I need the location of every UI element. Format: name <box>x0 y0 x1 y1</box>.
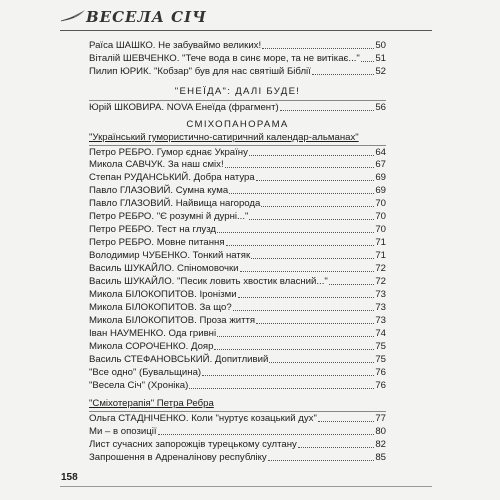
entry-title: Ми – в опозиції <box>89 426 157 437</box>
entry-page: 51 <box>375 53 386 64</box>
entry-page: 76 <box>375 367 386 378</box>
entry-page: 85 <box>375 452 386 463</box>
entry-page: 75 <box>375 354 386 365</box>
toc-entry[interactable] <box>89 158 386 171</box>
page-header <box>60 6 432 32</box>
entry-title: Петро РЕБРО. Тест на глузд <box>89 224 216 235</box>
leader-dots <box>225 167 375 168</box>
toc-entry[interactable] <box>89 425 386 438</box>
toc-entry[interactable] <box>89 249 386 262</box>
running-title: ВЕСЕЛА СІЧ <box>86 8 207 26</box>
entry-page: 80 <box>375 426 386 437</box>
toc-entry[interactable] <box>89 52 386 65</box>
entry-page: 71 <box>375 250 386 261</box>
entry-title: Раїса ШАШКО. Не забуваймо великих! <box>89 40 262 51</box>
leader-dots <box>233 310 375 311</box>
leader-dots <box>202 375 374 376</box>
toc-entry[interactable] <box>89 101 386 114</box>
leader-dots <box>280 110 375 111</box>
entry-title: Віталій ШЕВЧЕНКО. "Тече вода в синє море, та не витікає..." <box>89 53 360 64</box>
entry-title: Лист сучасних запорожців турецькому султану <box>89 439 297 450</box>
entry-page: 52 <box>375 66 386 77</box>
leader-dots <box>262 48 374 49</box>
entry-page: 73 <box>375 289 386 300</box>
entry-page: 50 <box>375 40 386 51</box>
toc-entry[interactable] <box>89 39 386 52</box>
leader-dots <box>229 193 374 194</box>
entry-page: 72 <box>375 276 386 287</box>
entry-title: "Весела Січ" (Хроніка) <box>89 380 189 391</box>
leader-dots <box>261 206 374 207</box>
toc-entry[interactable] <box>89 353 386 366</box>
entry-page: 74 <box>375 328 386 339</box>
entry-title: Петро РЕБРО. Гумор єднає Україну <box>89 147 248 158</box>
entry-title: Володимир ЧУБЕНКО. Тонкий натяк <box>89 250 251 261</box>
leader-dots <box>318 421 374 422</box>
entry-page: 72 <box>375 263 386 274</box>
entry-title: Микола БІЛОКОПИТОВ. За що? <box>89 302 232 313</box>
toc-entry[interactable] <box>89 65 386 78</box>
entry-page: 70 <box>375 224 386 235</box>
leader-dots <box>217 336 374 337</box>
entry-page: 70 <box>375 198 386 209</box>
leader-dots <box>249 219 374 220</box>
entry-page: 82 <box>375 439 386 450</box>
toc-entry[interactable] <box>89 262 386 275</box>
entry-page: 64 <box>375 147 386 158</box>
entry-title: Іван НАУМЕНКО. Ода гривні <box>89 328 217 339</box>
entry-title: Микола БІЛОКОПИТОВ. Проза життя <box>89 315 256 326</box>
toc-entry[interactable] <box>89 366 386 379</box>
entry-page: 70 <box>375 211 386 222</box>
entry-title: Степан РУДАНСЬКИЙ. Добра натура <box>89 172 255 183</box>
toc-entry[interactable] <box>89 236 386 249</box>
quill-icon <box>60 9 86 23</box>
entry-title: Юрій ШКОВИРА. NOVA Енеїда (фрагмент) <box>89 102 279 113</box>
leader-dots <box>256 323 374 324</box>
toc-entry[interactable] <box>89 210 386 223</box>
subsection-calendar: "Український гумористично-сатиричний календар-альманах" <box>89 132 359 143</box>
entry-title: Василь СТЕФАНОВСЬКИЙ. Допитливий <box>89 354 269 365</box>
toc-entry[interactable] <box>89 197 386 210</box>
leader-dots <box>298 447 374 448</box>
entry-title: Василь ШУКАЙЛО. "Песик ловить хвостик власний..." <box>89 276 328 287</box>
entry-title: Петро РЕБРО. Мовне питання <box>89 237 225 248</box>
leader-dots <box>256 180 375 181</box>
toc-entry[interactable] <box>89 412 386 425</box>
toc-entry[interactable] <box>89 223 386 236</box>
leader-dots <box>268 460 375 461</box>
entry-page: 73 <box>375 315 386 326</box>
entry-title: Микола СОРОЧЕНКО. Дояр <box>89 341 214 352</box>
leader-dots <box>329 284 375 285</box>
toc-entry[interactable] <box>89 301 386 314</box>
entry-title: Петро РЕБРО. "Є розумні й дурні..." <box>89 211 249 222</box>
entry-title: Павло ГЛАЗОВИЙ. Сумна кума <box>89 185 229 196</box>
leader-dots <box>251 258 374 259</box>
entry-page: 75 <box>375 341 386 352</box>
leader-dots <box>158 434 375 435</box>
entry-page: 56 <box>375 102 386 113</box>
entry-page: 69 <box>375 185 386 196</box>
entry-page: 76 <box>375 380 386 391</box>
leader-dots <box>240 271 375 272</box>
section-heading-panorama: СМІХОПАНОРАМА <box>186 119 289 130</box>
entry-page: 67 <box>375 159 386 170</box>
leader-dots <box>189 388 374 389</box>
toc-entry[interactable] <box>89 184 386 197</box>
toc-entry[interactable] <box>89 171 386 184</box>
entry-page: 69 <box>375 172 386 183</box>
entry-title: Пилип ЮРИК. "Кобзар" був для нас святішй Біблії <box>89 66 311 77</box>
entry-title: Ольга СТАДНІЧЕНКО. Коли "нуртує козацький дух" <box>89 413 317 424</box>
toc-entry[interactable] <box>89 451 386 464</box>
entry-title: Запрошення в Адреналінову республіку <box>89 452 267 463</box>
entry-page: 73 <box>375 302 386 313</box>
toc-entry[interactable] <box>89 340 386 353</box>
toc-entry[interactable] <box>89 314 386 327</box>
entry-page: 71 <box>375 237 386 248</box>
entry-title: Павло ГЛАЗОВИЙ. Найвища нагорода <box>89 198 261 209</box>
leader-dots <box>361 61 374 62</box>
leader-dots <box>249 155 374 156</box>
footer-rule <box>60 486 432 487</box>
toc-entry[interactable] <box>89 275 386 288</box>
toc-entry[interactable] <box>89 288 386 301</box>
leader-dots <box>214 349 374 350</box>
leader-dots <box>217 232 374 233</box>
entry-title: Микола САВЧУК. За наш сміх! <box>89 159 224 170</box>
leader-dots <box>226 245 375 246</box>
leader-dots <box>238 297 375 298</box>
page-number: 158 <box>61 472 78 483</box>
toc-entry[interactable] <box>89 438 386 451</box>
header-rule <box>60 30 432 31</box>
toc-entry[interactable] <box>89 327 386 340</box>
entry-title: "Все одно" (Бувальщина) <box>89 367 202 378</box>
entry-title: Василь ШУКАЙЛО. Спіномовочки <box>89 263 239 274</box>
section-heading-eneida: "ЕНЕЇДА": ДАЛІ БУДЕ! <box>174 86 301 97</box>
leader-dots <box>312 74 374 75</box>
entry-page: 77 <box>375 413 386 424</box>
toc-entry[interactable] <box>89 379 386 392</box>
subsection-smikhoterapiia: "Сміхотерапія" Петра Ребра <box>89 398 214 409</box>
entry-title: Микола БІЛОКОПИТОВ. Іронізми <box>89 289 237 300</box>
leader-dots <box>269 362 374 363</box>
